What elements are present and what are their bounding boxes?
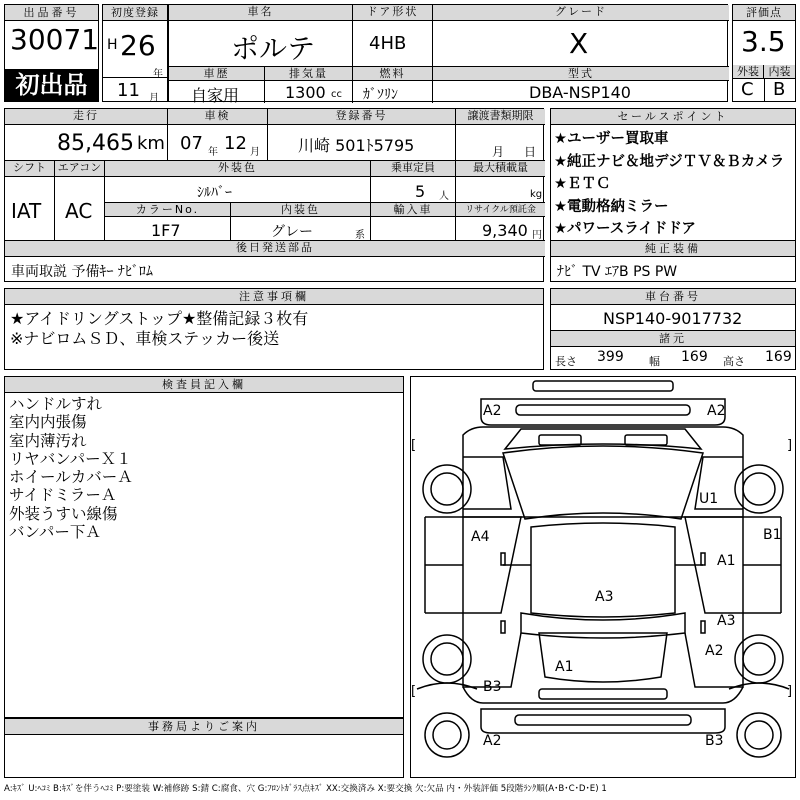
exterior-label: 外装 [733,65,764,79]
fuel-label: 燃料 [353,67,433,81]
sales-point-item: ★純正ナビ＆地デジＴＶ＆Ｂカメラ [554,153,785,170]
length-label: 長さ [555,355,577,368]
history-label: 車歴 [169,67,265,81]
car-name: ポルテ [231,32,316,65]
equipment-box [550,240,796,282]
transfer-day-unit: 日 [524,145,537,159]
lot-number-label: 出品番号 [5,5,98,21]
legend-text: A:ｷｽﾞ U:ﾍｺﾐ B:ｷｽﾞを伴うﾍｺﾐ P:要塗装 W:補修跡 S:錆 C:腐食、穴 G:ﾌﾛﾝﾄｶﾞﾗｽ点ｷｽﾞ XX:交換済み X:要交換 欠:欠品 内・外装評価 5段階ﾗﾝｸ順(A･B･C･D･E) 1 [4,784,607,794]
later-parts-value: 車両取説 予備ｷｰ ﾅﾋﾞﾛﾑ [11,264,153,280]
ext-color-cell [105,177,371,203]
lot-number: 30071 [10,23,100,56]
damage-mark: A2 [483,733,502,749]
inspector-label: 検査員記入欄 [5,377,403,393]
inspector-box [4,376,404,718]
inspector-line: バンパー下Ａ [9,523,101,542]
reg-month: 11 [117,80,140,101]
svg-text:[: [ [411,684,417,699]
svg-text:[: [ [411,438,417,453]
header-block [4,4,796,102]
int-color-value: グレー [271,224,313,240]
ac-cell [55,177,105,241]
insp-month-unit: 月 [250,147,260,158]
damage-mark: U1 [699,491,719,507]
transfer-cell [456,125,545,161]
inspector-line: 室内内張傷 [9,413,87,432]
displacement-cell [265,81,353,103]
interior-label: 内装 [764,65,795,79]
door-value: 4HB [369,33,407,54]
import-cell [371,217,456,241]
score-value: 3.5 [741,25,786,58]
fuel-cell [353,81,433,103]
ext-color-label: 外装色 [105,161,371,177]
svg-text:]: ] [787,684,793,699]
notes-lines [10,309,308,349]
inspector-line: ハンドルすれ [9,395,103,413]
int-color-label: 内装色 [231,203,371,217]
ext-color-value: ｼﾙﾊﾞｰ [197,185,232,201]
equipment-value: ﾅﾋﾞ TV ｴｱB PS PW [557,264,678,280]
svg-text:]: ] [787,438,793,453]
damage-mark: A3 [595,589,614,605]
color-no-cell [105,217,231,241]
transfer-label: 譲渡書類期限 [456,109,545,125]
lot-number-box [4,4,99,102]
model-label: 型式 [433,67,729,81]
door-cell [353,21,433,67]
ac-label: エアコン [55,161,105,177]
int-color-suffix: 系 [355,230,365,241]
capacity-value: 5 [415,182,426,201]
displacement-unit: cc [331,89,342,100]
displacement-label: 排気量 [265,67,353,81]
notes-label: 注意事項欄 [5,289,543,305]
history-cell [169,81,265,103]
insp-year-unit: 年 [208,147,218,158]
model-value: DBA-NSP140 [529,83,631,102]
chassis-label: 車台番号 [551,289,795,305]
detail-table [4,108,544,282]
mileage-unit: km [137,133,165,154]
car-name-label: 車名 [169,5,353,21]
shift-cell [5,177,55,241]
plate-cell [268,125,456,161]
length-value: 399 [597,349,624,365]
plate-label: 登録番号 [268,109,456,125]
import-label: 輸入車 [371,203,456,217]
mileage-value: 85,465 [57,131,134,156]
sales-point-item: ★電動格納ミラー [554,198,669,215]
displacement-value: 1300 [285,83,326,102]
reg-year: 26 [120,29,156,62]
shift-value: IAT [11,199,42,223]
score-label: 評価点 [733,5,795,21]
shift-label: シフト [5,161,55,177]
max-load-unit: kg [530,189,543,200]
capacity-label: 乗車定員 [371,161,456,177]
recycle-unit: 円 [532,230,542,241]
max-load-label: 最大積載量 [456,161,545,177]
door-label: ドア形状 [353,5,433,21]
damage-mark: A2 [707,403,726,419]
grade-cell [433,21,729,67]
height-label: 高さ [723,355,745,368]
note-line: ※ナビロムＳＤ、車検ステッカー後送 [10,329,280,348]
damage-mark: A3 [717,613,736,629]
inspector-line: ホイールカバーＡ [9,468,133,487]
model-cell [433,81,729,103]
grade-value: X [569,27,589,60]
inspection-cell [168,125,268,161]
sales-points-box [550,108,796,242]
grade-label: グレード [433,5,729,21]
history-value: 自家用 [191,86,240,103]
car-info-box [168,4,728,102]
inspector-lines [9,395,133,541]
sales-point-item: ★パワースライドドア [554,221,696,237]
inspector-line: サイドミラーＡ [9,486,117,505]
dims-label: 諸元 [551,330,795,347]
damage-mark: B3 [705,733,724,749]
exterior-value: C [741,79,754,100]
capacity-cell [371,177,456,203]
later-parts-label: 後日発送部品 [5,241,545,257]
sales-points-list [554,128,784,241]
insp-year: 07 [180,133,203,154]
car-name-cell [169,21,353,67]
inspector-line: 外装うすい線傷 [9,504,118,523]
notes-box [4,288,544,370]
chassis-box [550,288,796,370]
mileage-cell [5,125,168,161]
width-label: 幅 [649,355,660,368]
era-prefix: H [107,37,118,53]
ac-value: AC [65,199,93,223]
damage-mark: B1 [763,527,782,543]
damage-mark: B3 [483,679,502,695]
recycle-cell [456,217,545,241]
inspector-line: リヤバンパーＸ１ [9,449,132,468]
sales-point-item: ★ユーザー買取車 [554,131,669,147]
damage-mark: A1 [717,553,736,569]
height-value: 169 [765,349,792,365]
color-no-value: 1F7 [151,221,181,240]
first-reg-box [102,4,168,102]
damage-mark: A2 [483,403,502,419]
damage-mark: A2 [705,643,724,659]
score-box [732,4,796,102]
plate-value: 川崎 501ﾄ5795 [298,136,415,155]
car-diagram [411,377,795,777]
transfer-month-unit: 月 [492,145,505,159]
width-value: 169 [681,349,708,365]
color-no-label: カラーNo. [105,203,231,217]
equipment-label: 純正装備 [551,241,795,257]
chassis-value: NSP140-9017732 [603,309,743,328]
note-line: ★アイドリングストップ★整備記録３枚有 [10,309,309,328]
sales-points-label: セールスポイント [551,109,795,125]
recycle-label: リサイクル預託金 [456,203,545,217]
reg-month-unit: 月 [149,93,159,104]
capacity-unit: 人 [439,191,449,202]
mileage-label: 走行 [5,109,168,125]
insp-month: 12 [224,133,247,154]
int-color-cell [231,217,371,241]
first-listing-badge: 初出品 [5,69,98,101]
interior-value: B [773,79,786,100]
damage-mark: A1 [555,659,574,675]
office-label: 事務局よりご案内 [5,719,403,735]
inspector-line: 室内薄汚れ [9,431,87,450]
damage-mark: A4 [471,529,490,545]
office-box [4,718,404,778]
reg-year-unit: 年 [153,69,163,80]
first-reg-label: 初度登録 [103,5,167,21]
recycle-value: 9,340 [482,221,528,240]
max-load-cell [456,177,545,203]
sales-point-item: ★ＥＴＣ [554,176,611,192]
fuel-value: ｶﾞｿﾘﾝ [363,87,398,103]
inspection-label: 車検 [168,109,268,125]
car-diagram-box [410,376,796,778]
